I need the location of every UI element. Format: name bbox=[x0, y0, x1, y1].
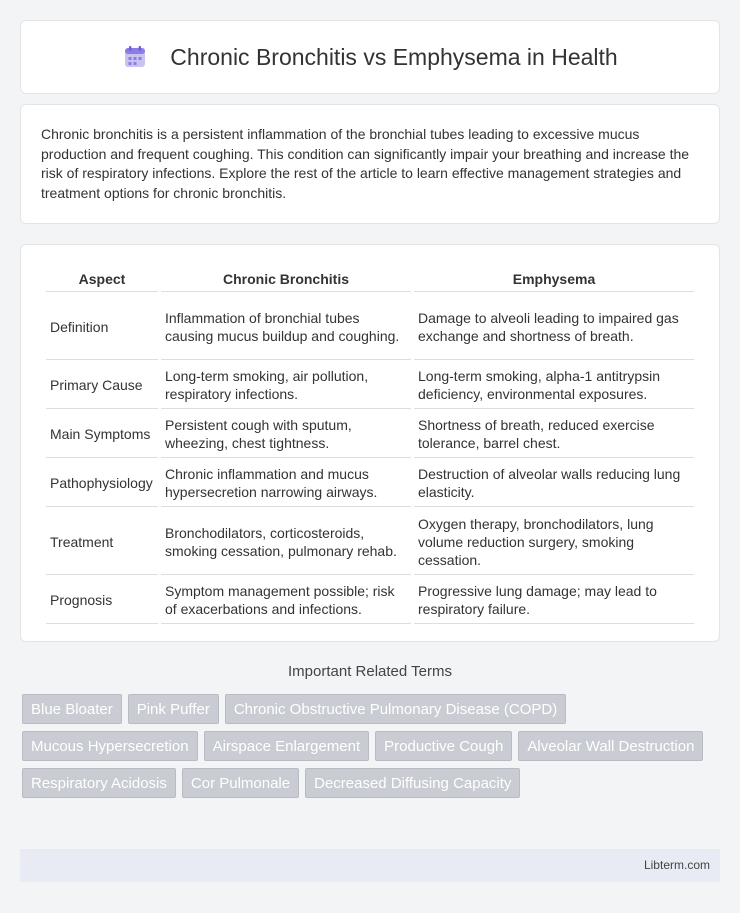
related-term-tag[interactable]: Chronic Obstructive Pulmonary Disease (COPD) bbox=[225, 694, 566, 724]
calendar-icon bbox=[122, 44, 148, 70]
aspect-cell: Prognosis bbox=[46, 577, 158, 624]
aspect-cell: Treatment bbox=[46, 509, 158, 575]
emphysema-cell: Destruction of alveolar walls reducing lung elasticity. bbox=[414, 460, 694, 507]
chronic-bronchitis-cell: Bronchodilators, corticosteroids, smoking cessation, pulmonary rehab. bbox=[161, 509, 411, 575]
related-term-tag[interactable]: Blue Bloater bbox=[22, 694, 122, 724]
aspect-cell: Primary Cause bbox=[46, 362, 158, 409]
table-row bbox=[46, 411, 694, 458]
related-term-tag[interactable]: Alveolar Wall Destruction bbox=[518, 731, 703, 761]
header-chronic-bronchitis: Chronic Bronchitis bbox=[161, 267, 411, 292]
related-terms-list bbox=[22, 694, 722, 798]
related-term-tag[interactable]: Decreased Diffusing Capacity bbox=[305, 768, 520, 798]
chronic-bronchitis-cell: Chronic inflammation and mucus hypersecretion narrowing airways. bbox=[161, 460, 411, 507]
comparison-card bbox=[20, 244, 720, 642]
header-aspect: Aspect bbox=[46, 267, 158, 292]
table-header-row bbox=[46, 267, 694, 292]
related-term-tag[interactable]: Respiratory Acidosis bbox=[22, 768, 176, 798]
related-term-tag[interactable]: Mucous Hypersecretion bbox=[22, 731, 198, 761]
chronic-bronchitis-cell: Symptom management possible; risk of exacerbations and infections. bbox=[161, 577, 411, 624]
aspect-cell: Definition bbox=[46, 294, 158, 360]
intro-card bbox=[20, 104, 720, 224]
aspect-cell: Main Symptoms bbox=[46, 411, 158, 458]
related-term-tag[interactable]: Airspace Enlargement bbox=[204, 731, 370, 761]
chronic-bronchitis-cell: Persistent cough with sputum, wheezing, chest tightness. bbox=[161, 411, 411, 458]
page-title: Chronic Bronchitis vs Emphysema in Health bbox=[170, 43, 618, 70]
emphysema-cell: Damage to alveoli leading to impaired gas exchange and shortness of breath. bbox=[414, 294, 694, 360]
table-row bbox=[46, 362, 694, 409]
emphysema-cell: Shortness of breath, reduced exercise tolerance, barrel chest. bbox=[414, 411, 694, 458]
chronic-bronchitis-cell: Long-term smoking, air pollution, respiratory infections. bbox=[161, 362, 411, 409]
related-term-tag[interactable]: Pink Puffer bbox=[128, 694, 219, 724]
table-row bbox=[46, 577, 694, 624]
footer bbox=[20, 849, 720, 882]
footer-site-link[interactable]: Libterm.com bbox=[643, 858, 710, 872]
related-term-tag[interactable]: Cor Pulmonale bbox=[182, 768, 299, 798]
comparison-table bbox=[43, 265, 697, 626]
related-term-tag[interactable]: Productive Cough bbox=[375, 731, 512, 761]
table-row bbox=[46, 294, 694, 360]
header-emphysema: Emphysema bbox=[414, 267, 694, 292]
related-terms-title: Important Related Terms bbox=[288, 663, 452, 680]
emphysema-cell: Oxygen therapy, bronchodilators, lung volume reduction surgery, smoking cessation. bbox=[414, 509, 694, 575]
table-row bbox=[46, 509, 694, 575]
chronic-bronchitis-cell: Inflammation of bronchial tubes causing mucus buildup and coughing. bbox=[161, 294, 411, 360]
table-row bbox=[46, 460, 694, 507]
emphysema-cell: Long-term smoking, alpha-1 antitrypsin deficiency, environmental exposures. bbox=[414, 362, 694, 409]
aspect-cell: Pathophysiology bbox=[46, 460, 158, 507]
header-card bbox=[20, 20, 720, 94]
intro-text: Chronic bronchitis is a persistent inflammation of the bronchial tubes leading to excessive mucus production and frequent coughing. This condition can significantly impair your breathing and increase the risk of respiratory infections. Explore the rest of the article to learn effective management strategies and treatment options for chronic bronchitis. bbox=[41, 126, 690, 201]
emphysema-cell: Progressive lung damage; may lead to respiratory failure. bbox=[414, 577, 694, 624]
